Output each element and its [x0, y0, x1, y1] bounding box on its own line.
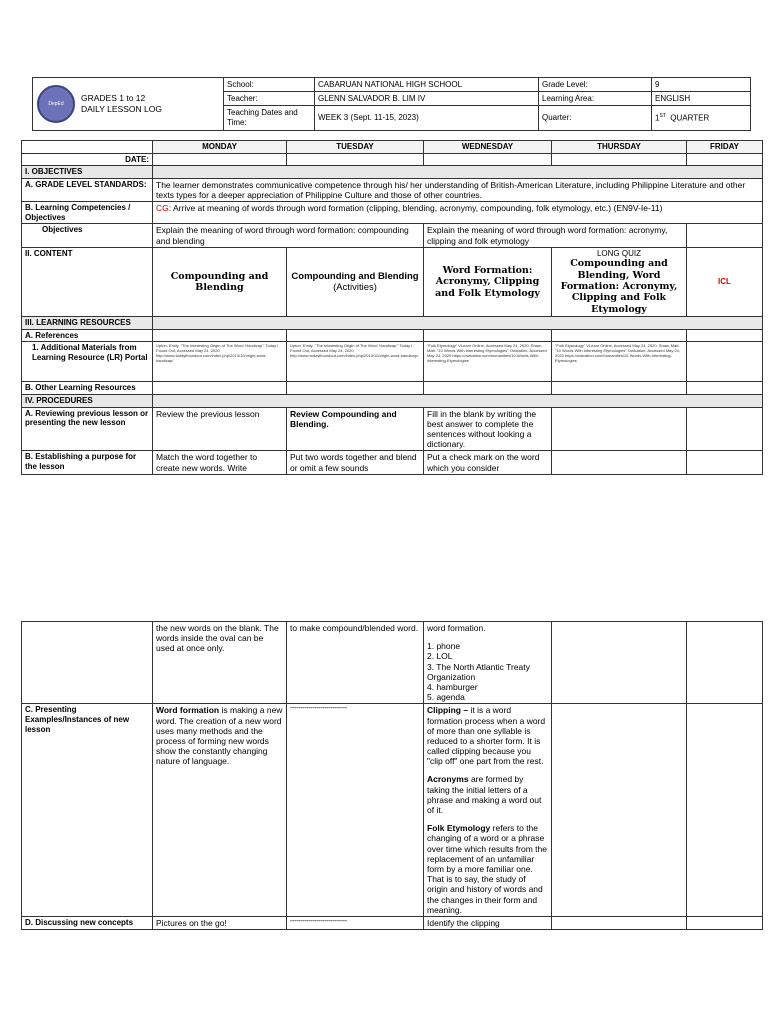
discussing-concepts-label: D. Discussing new concepts — [22, 916, 153, 929]
purpose-tuesday-part2: to make compound/blended word. — [287, 622, 424, 704]
date-cell — [687, 153, 763, 166]
purpose-thursday — [552, 622, 687, 704]
section-fill — [153, 166, 763, 179]
purpose-list-item: 2. LOL — [427, 651, 453, 662]
presenting-examples-label: C. Presenting Examples/Instances of new lesson — [22, 704, 153, 917]
learning-competencies-label: B. Learning Competencies / Objectives — [22, 202, 153, 224]
school-value: CABARUAN NATIONAL HIGH SCHOOL — [315, 78, 539, 92]
discussing-thursday — [552, 916, 687, 929]
content-heading: II. CONTENT — [22, 247, 153, 317]
day-header-friday: FRIDAY — [687, 141, 763, 154]
header-logo-cell — [33, 78, 224, 131]
review-tuesday: Review Compounding and Blending. — [287, 407, 424, 451]
cell — [287, 382, 424, 395]
school-label: School: — [224, 78, 315, 92]
discussing-wednesday: Identify the clipping — [424, 916, 552, 929]
discussing-friday — [687, 916, 763, 929]
cell — [153, 382, 287, 395]
area-label: Learning Area: — [539, 92, 652, 106]
examples-tuesday: ---------------------------- — [287, 704, 424, 917]
purpose-thursday — [552, 451, 687, 474]
reference-wednesday: "Folk Etymology" VLearn Online, Accessed May 24, 2020. Shaw, Matt. "10 Words With Interesting Etymologies" Owlcation, Accessed May 24, 2020 https://owlcation.com/humanities/10-Words-With-Interesting-Etymologies — [424, 342, 552, 382]
content-thursday: LONG QUIZ Compounding and Blending, Word Formation: Acronymy, Clipping and Folk Etymology — [552, 247, 687, 317]
dates-value: WEEK 3 (Sept. 11-15, 2023) — [315, 106, 539, 131]
day-header-monday: MONDAY — [153, 141, 287, 154]
examples-wednesday: Clipping – it is a word formation process when a word of more than one syllable is reduced to a shorter form. It is called clipping because you "clip off" one part from the rest. Acronyms are formed by taking the initial letters of a phrase and making a word out of it. Folk Etymology refers to the changing of a word or a phrase over time which results from the replacement of an unfamiliar form by a more familiar one. That is to say, the study of origin and history of words and the changes in their form and meaning. — [424, 704, 552, 917]
cell — [552, 382, 687, 395]
lesson-table-page-2 — [21, 621, 763, 930]
objectives-label: Objectives — [22, 224, 153, 247]
purpose-list-item: 3. The North Atlantic Treaty Organization — [427, 661, 530, 682]
corner-cell — [22, 141, 153, 154]
purpose-wednesday-part2: word formation. 1. phone 2. LOL 3. The North Atlantic Treaty Organization 4. hamburger 5. agenda — [424, 622, 552, 704]
purpose-monday-part1: Match the word together to create new words. Write — [153, 451, 287, 474]
content-monday: Compounding and Blending — [153, 247, 287, 317]
cell — [153, 329, 287, 342]
cell — [287, 329, 424, 342]
cell — [552, 329, 687, 342]
review-thursday — [552, 407, 687, 451]
content-tuesday: Compounding and Blending (Activities) — [287, 247, 424, 317]
purpose-friday — [687, 451, 763, 474]
teacher-value: GLENN SALVADOR B. LIM IV — [315, 92, 539, 106]
dates-label: Teaching Dates and Time: — [224, 106, 315, 131]
header-table — [32, 77, 751, 131]
purpose-list-item: 5. agenda — [427, 692, 465, 703]
continued-label-cell — [22, 622, 153, 704]
grade-label: Grade Level: — [539, 78, 652, 92]
day-header-wednesday: WEDNESDAY — [424, 141, 552, 154]
cell — [687, 382, 763, 395]
day-header-thursday: THURSDAY — [552, 141, 687, 154]
reviewing-lesson-label: A. Reviewing previous lesson or presenting the new lesson — [22, 407, 153, 451]
procedures-heading: IV. PROCEDURES — [22, 395, 153, 408]
reference-tuesday: Upton, Emily. "The Interesting Origin of The Word 'Handicap'" Today I Found Out, Accessed May 24, 2020 http://www.todayifoundout.com/index.php/2013/10/origin-word-handicap/ — [287, 342, 424, 382]
references-label: A. References — [22, 329, 153, 342]
purpose-list-item: 1. phone — [427, 641, 461, 652]
section-fill — [153, 395, 763, 408]
cell — [424, 329, 552, 342]
establishing-purpose-label: B. Establishing a purpose for the lesson — [22, 451, 153, 474]
purpose-friday — [687, 622, 763, 704]
cell — [687, 329, 763, 342]
review-friday — [687, 407, 763, 451]
lesson-log-title: GRADES 1 to 12 DAILY LESSON LOG — [81, 92, 162, 114]
area-value: ENGLISH — [652, 92, 751, 106]
content-wednesday: Word Formation: Acronymy, Clipping and Folk Etymology — [424, 247, 552, 317]
learning-resources-heading: III. LEARNING RESOURCES — [22, 317, 153, 330]
discussing-tuesday: ---------------------------- — [287, 916, 424, 929]
reference-friday — [687, 342, 763, 382]
purpose-list-item: 4. hamburger — [427, 681, 478, 692]
objectives-mon-tue: Explain the meaning of word through word formation: compounding and blending — [153, 224, 424, 247]
review-wednesday: Fill in the blank by writing the best answer to complete the sentences without looking a dictionary. — [424, 407, 552, 451]
teacher-label: Teacher: — [224, 92, 315, 106]
objectives-wed-thu: Explain the meaning of word through word formation: acronymy, clipping and folk etymology — [424, 224, 687, 247]
quarter-label: Quarter: — [539, 106, 652, 131]
purpose-tuesday-part1: Put two words together and blend or omit a few sounds — [287, 451, 424, 474]
grade-level-standards-text: The learner demonstrates communicative competence through his/ her understanding of British-American Literature, including Philippine Literature and other texts types for a deeper appreciation of Philippine Culture and those of other countries. — [153, 178, 763, 201]
cell — [424, 382, 552, 395]
date-label: DATE: — [22, 153, 153, 166]
examples-monday: Word formation is making a new word. The creation of a new word uses many methods and the process of forming new words show the constantly changing nature of language. — [153, 704, 287, 917]
grade-value: 9 — [652, 78, 751, 92]
date-cell — [424, 153, 552, 166]
objectives-fri — [687, 224, 763, 247]
reference-thursday: "Folk Etymology" VLearn Online, Accessed May 24, 2020. Shaw, Matt. "10 Words With Interesting Etymologies" Owlcation, Accessed May 24, 2020 https://owlcation.com/humanities/10-Words-With-Interesting-Etymologies — [552, 342, 687, 382]
review-monday: Review the previous lesson — [153, 407, 287, 451]
learning-competencies-text: CG: Arrive at meaning of words through word formation (clipping, blending, acronymy, compounding, folk etymology, etc.) (EN9V-Ie-11) — [153, 202, 763, 224]
deped-seal-icon: DepEd — [37, 85, 75, 123]
cg-tag: CG — [156, 203, 169, 214]
purpose-wednesday-part1: Put a check mark on the word which you consider — [424, 451, 552, 474]
discussing-monday: Pictures on the go! — [153, 916, 287, 929]
section-fill — [153, 317, 763, 330]
lr-portal-label: 1. Additional Materials from Learning Resource (LR) Portal — [22, 342, 153, 382]
lesson-table-page-1 — [21, 140, 763, 475]
date-cell — [552, 153, 687, 166]
reference-monday: Upton, Emily. "The Interesting Origin of The Word 'Handicap'" Today I Found Out, Accessed May 24, 2020 http://www.todayifoundout.com/index.php/2013/10/origin-word-handicap/ — [153, 342, 287, 382]
other-resources-label: B. Other Learning Resources — [22, 382, 153, 395]
date-cell — [287, 153, 424, 166]
grade-level-standards-label: A. GRADE LEVEL STANDARDS: — [22, 178, 153, 201]
day-header-tuesday: TUESDAY — [287, 141, 424, 154]
purpose-monday-part2: the new words on the blank. The words inside the oval can be used at once only. — [153, 622, 287, 704]
examples-friday — [687, 704, 763, 917]
objectives-heading: I. OBJECTIVES — [22, 166, 153, 179]
quarter-value: 1ST QUARTER — [652, 106, 751, 131]
content-friday: ICL — [687, 247, 763, 317]
date-cell — [153, 153, 287, 166]
examples-thursday — [552, 704, 687, 917]
